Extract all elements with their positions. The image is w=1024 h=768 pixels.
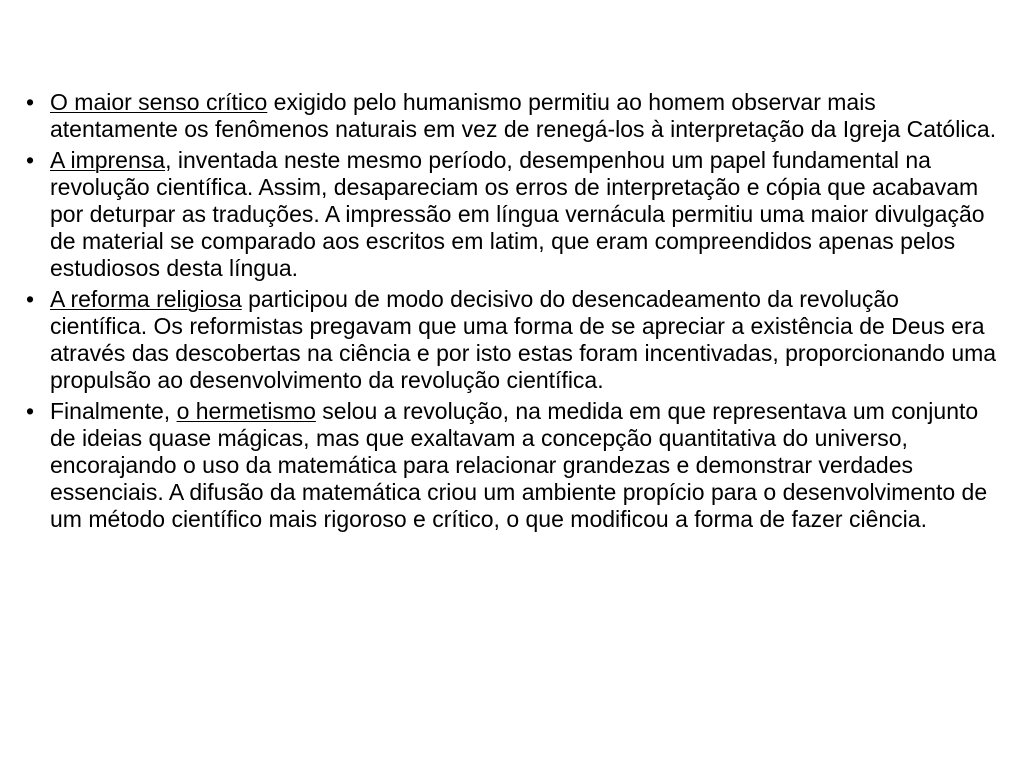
bullet-highlight: o hermetismo — [176, 398, 316, 424]
bullet-icon: • — [26, 398, 35, 424]
bullet-text: participou de modo decisivo do desencadeamento da revolução científica. Os reformistas pregavam que uma forma de se apreciar a existência de Deus era através das descobertas na ciência e por isto estas foram incentivadas, proporcionando uma propulsão ao desenvolvimento da revolução científica. — [50, 286, 997, 393]
bullet-item-humanism — [26, 89, 1001, 143]
bullet-item-reformation — [26, 286, 1001, 394]
bullet-prefix: Finalmente, — [50, 398, 177, 424]
bullet-text: selou a revolução, na medida em que representava um conjunto de ideias quase mágicas, mas que exaltavam a concepção quantitativa do universo, encorajando o uso da matemática para relacionar grandezas e demonstrar verdades essenciais. A difusão da matemática criou um ambiente propício para o desenvolvimento de um método científico mais rigoroso e crítico, o que modificou a forma de fazer ciência. — [50, 398, 988, 532]
bullet-highlight: O maior senso crítico — [50, 89, 268, 115]
bullet-text: exigido pelo humanismo permitiu ao homem observar mais atentamente os fenômenos naturais em vez de renegá-los à interpretação da Igreja Católica. — [50, 89, 997, 142]
bullet-icon: • — [26, 89, 35, 115]
bullet-icon: • — [26, 286, 35, 312]
bullet-text: , inventada neste mesmo período, desempenhou um papel fundamental na revolução científica. Assim, desapareciam os erros de interpretação e cópia que acabavam por deturpar as traduções. A impressão em língua vernácula permitiu uma maior divulgação de material se comparado aos escritos em latim, que eram compreendidos apenas pelos estudiosos desta língua. — [50, 147, 985, 281]
bullet-icon: • — [26, 147, 35, 173]
bullet-item-hermetism — [26, 398, 1001, 533]
bullet-highlight: A reforma religiosa — [50, 286, 242, 312]
bullet-list — [26, 89, 1001, 537]
bullet-highlight: A imprensa — [50, 147, 166, 173]
bullet-item-press — [26, 147, 1001, 282]
